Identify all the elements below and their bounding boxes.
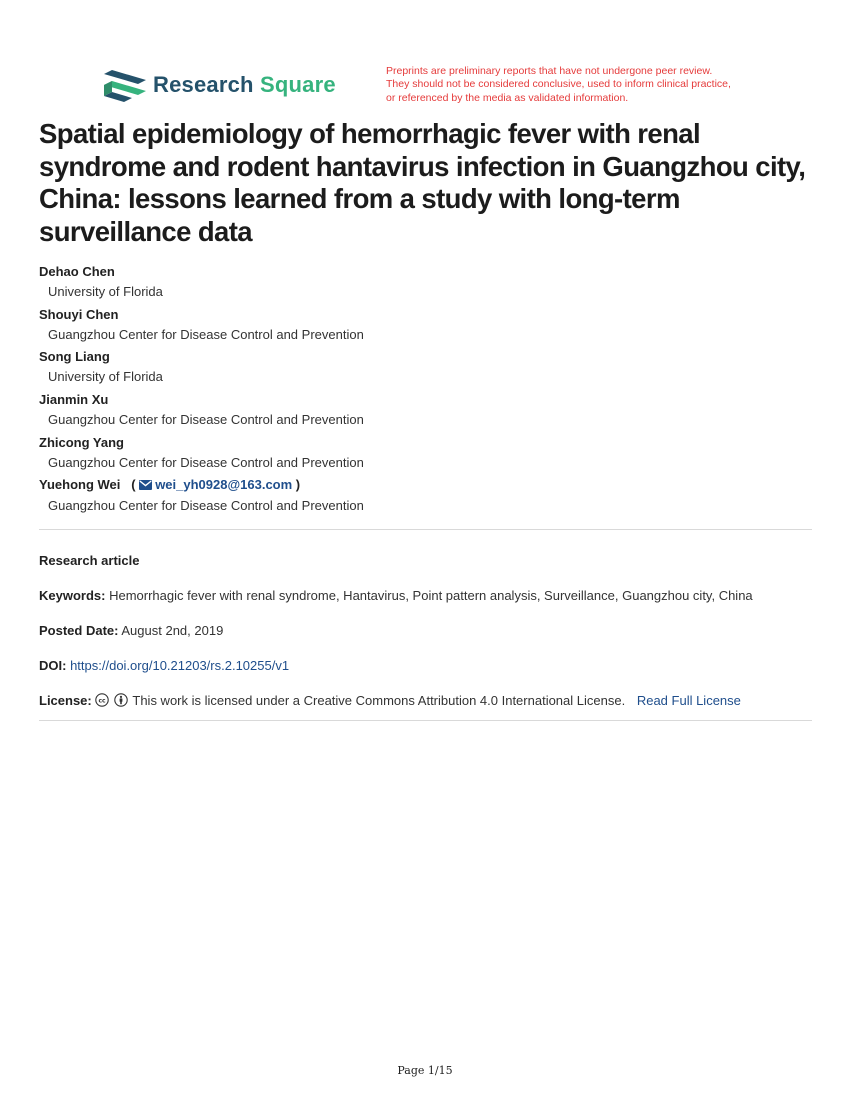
author-affiliation: University of Florida	[48, 369, 163, 385]
cc-icon	[95, 693, 109, 712]
author-name: Jianmin Xu	[39, 392, 109, 408]
keywords-row	[39, 587, 819, 605]
research-square-logo[interactable]	[104, 68, 336, 102]
disclaimer-line: They should not be considered conclusive, used to inform clinical practice,	[386, 78, 731, 91]
cc-by-icon	[114, 693, 128, 712]
email-wrapper: ( wei_yh0928@163.com )	[124, 477, 300, 492]
author-name: Yuehong Wei	[39, 477, 121, 493]
envelope-icon	[139, 476, 152, 495]
author-name: Dehao Chen	[39, 264, 115, 279]
disclaimer-line: Preprints are preliminary reports that have not undergone peer review.	[386, 65, 713, 77]
page-header	[0, 0, 850, 110]
doi-label: DOI:	[39, 658, 67, 673]
doi-link[interactable]: https://doi.org/10.21203/rs.2.10255/v1	[70, 658, 290, 673]
author-list	[39, 262, 819, 518]
keywords-value: Hemorrhagic fever with renal syndrome, Hantavirus, Point pattern analysis, Surveillance, Guangzhou city, China	[109, 588, 753, 603]
disclaimer-line: or referenced by the media as validated information.	[386, 91, 629, 104]
license-label: License:	[39, 693, 92, 708]
license-row	[39, 692, 819, 712]
author-name-row	[39, 475, 819, 495]
author-entry	[39, 262, 819, 305]
read-full-license-link[interactable]: Read Full License	[636, 693, 741, 708]
author-email-link[interactable]: wei_yh0928@163.com	[155, 477, 293, 493]
author-affiliation: Guangzhou Center for Disease Control and Prevention	[48, 326, 364, 342]
research-square-logo-icon	[104, 68, 146, 102]
paper-title: Spatial epidemiology of hemorrhagic fever with renal syndrome and rodent hantavirus infection in Guangzhou city, China: lessons learned from a study with long-term surveillance data	[39, 118, 806, 247]
author-name: Zhicong Yang	[39, 434, 124, 450]
author-entry	[39, 433, 819, 476]
author-affiliation: Guangzhou Center for Disease Control and Prevention	[48, 412, 364, 428]
author-affiliation: Guangzhou Center for Disease Control and Prevention	[48, 498, 364, 514]
preprint-disclaimer	[386, 65, 826, 105]
page-number: Page 1/15	[397, 1064, 453, 1077]
doi-row	[39, 657, 819, 675]
posted-date-value: August 2nd, 2019	[121, 623, 224, 638]
author-name: Song Liang	[39, 349, 110, 365]
logo-text-research: Research	[153, 72, 254, 97]
author-entry	[39, 305, 819, 348]
logo-text	[153, 72, 336, 98]
divider-top	[39, 529, 812, 530]
svg-text:cc: cc	[98, 697, 106, 705]
keywords-label: Keywords:	[39, 588, 106, 603]
posted-date-label: Posted Date:	[39, 623, 119, 638]
author-affiliation: University of Florida	[48, 284, 163, 299]
author-affiliation: Guangzhou Center for Disease Control and Prevention	[48, 454, 364, 470]
article-type: Research article	[39, 553, 140, 568]
posted-date-row	[39, 622, 819, 640]
divider-bottom	[39, 720, 812, 721]
author-entry	[39, 347, 819, 390]
author-entry	[39, 390, 819, 433]
license-text: This work is licensed under a Creative Commons Attribution 4.0 International License.	[132, 693, 626, 708]
author-entry-corresponding	[39, 475, 819, 518]
author-name: Shouyi Chen	[39, 306, 119, 322]
logo-text-square: Square	[259, 72, 336, 97]
